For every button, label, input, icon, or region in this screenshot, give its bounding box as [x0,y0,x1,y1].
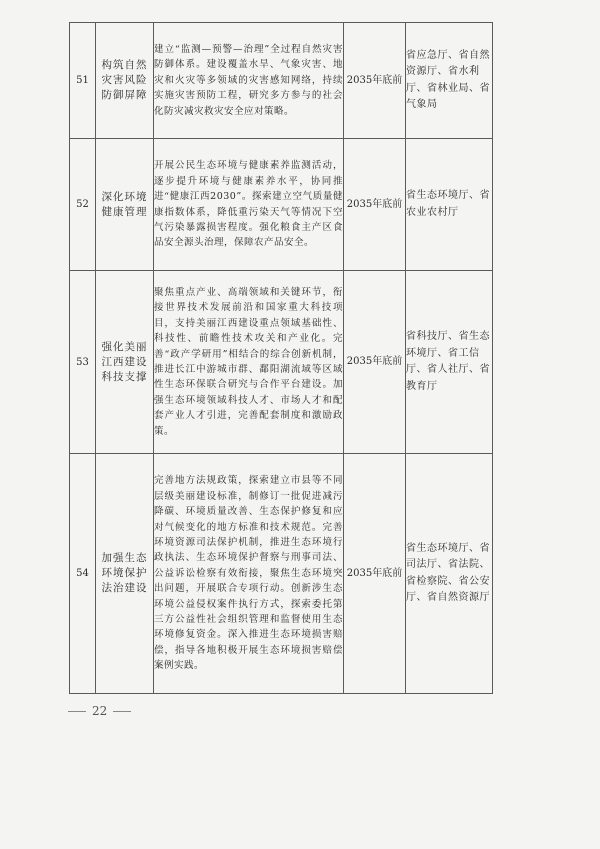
deadline: 2035年底前 [344,139,406,271]
row-number: 52 [70,139,96,271]
task-description: 完善地方法规政策，探索建立市县等不同层级美丽建设标准，制修订一批促进减污降碳、环境质量改善、生态保护修复和应对气候变化的地方标准和技术规范。完善环境资源司法保护机制，推进生态环境行政执法、生态环境保护督察与刑事司法、公益诉讼检察有效衔接，聚焦生态环境突出问题，开展联合专项行动。创新涉生态环境公益侵权案件执行方式，探索委托第三方公益性社会组织管理和监督使用生态环境修复资金。深入推进生态环境损害赔偿，指导各地积极开展生态环境损害赔偿案例实践。 [154,454,344,694]
dash-left [68,711,86,712]
policy-table [69,22,493,694]
task-name: 构筑自然灾害风险防御屏障 [96,23,154,139]
responsible-departments: 省生态环境厅、省农业农村厅 [406,139,493,271]
deadline: 2035年底前 [344,454,406,694]
table-row [70,454,493,694]
task-name: 深化环境健康管理 [96,139,154,271]
task-description: 聚焦重点产业、高端领域和关键环节，衔接世界技术发展前沿和国家重大科技项目，支持美丽江西建设重点领域基础性、科技性、前瞻性技术攻关和产业化。完善“政产学研用”相结合的综合创新机制，推进长江中游城市群、鄱阳湖流域等区域性生态环保联合研究与合作平台建设。加强生态环境领域科技人才、市场人才和配套产业人才引进，完善配套制度和激励政策。 [154,271,344,454]
responsible-departments: 省应急厅、省自然资源厅、省水利厅、省林业局、省气象局 [406,23,493,139]
table-row [70,23,493,139]
table-row [70,271,493,454]
task-name: 强化美丽江西建设科技支撑 [96,271,154,454]
task-name: 加强生态环境保护法治建设 [96,454,154,694]
responsible-departments: 省科技厅、省生态环境厅、省工信厅、省人社厅、省教育厅 [406,271,493,454]
responsible-departments: 省生态环境厅、省司法厅、省法院、省检察院、省公安厅、省自然资源厅 [406,454,493,694]
task-description: 建立“监测—预警—治理”全过程自然灾害防御体系。建设覆盖水旱、气象灾害、地灾和火灾等多领域的灾害感知网络，持续实施灾害预防工程，研究多方参与的社会化防灾减灾救灾安全应对策略。 [154,23,344,139]
page-number [62,704,137,718]
deadline: 2035年底前 [344,271,406,454]
dash-right [113,711,131,712]
row-number: 51 [70,23,96,139]
row-number: 54 [70,454,96,694]
page-number-text: 22 [92,704,108,718]
deadline: 2035年底前 [344,23,406,139]
task-description: 开展公民生态环境与健康素养监测活动，逐步提升环境与健康素养水平，协同推进“健康江西2030”。探索建立空气质量健康指数体系，降低重污染天气等情况下空气污染暴露损害程度。强化粮食主产区食品安全源头治理，保障农产品安全。 [154,139,344,271]
row-number: 53 [70,271,96,454]
table-row [70,139,493,271]
